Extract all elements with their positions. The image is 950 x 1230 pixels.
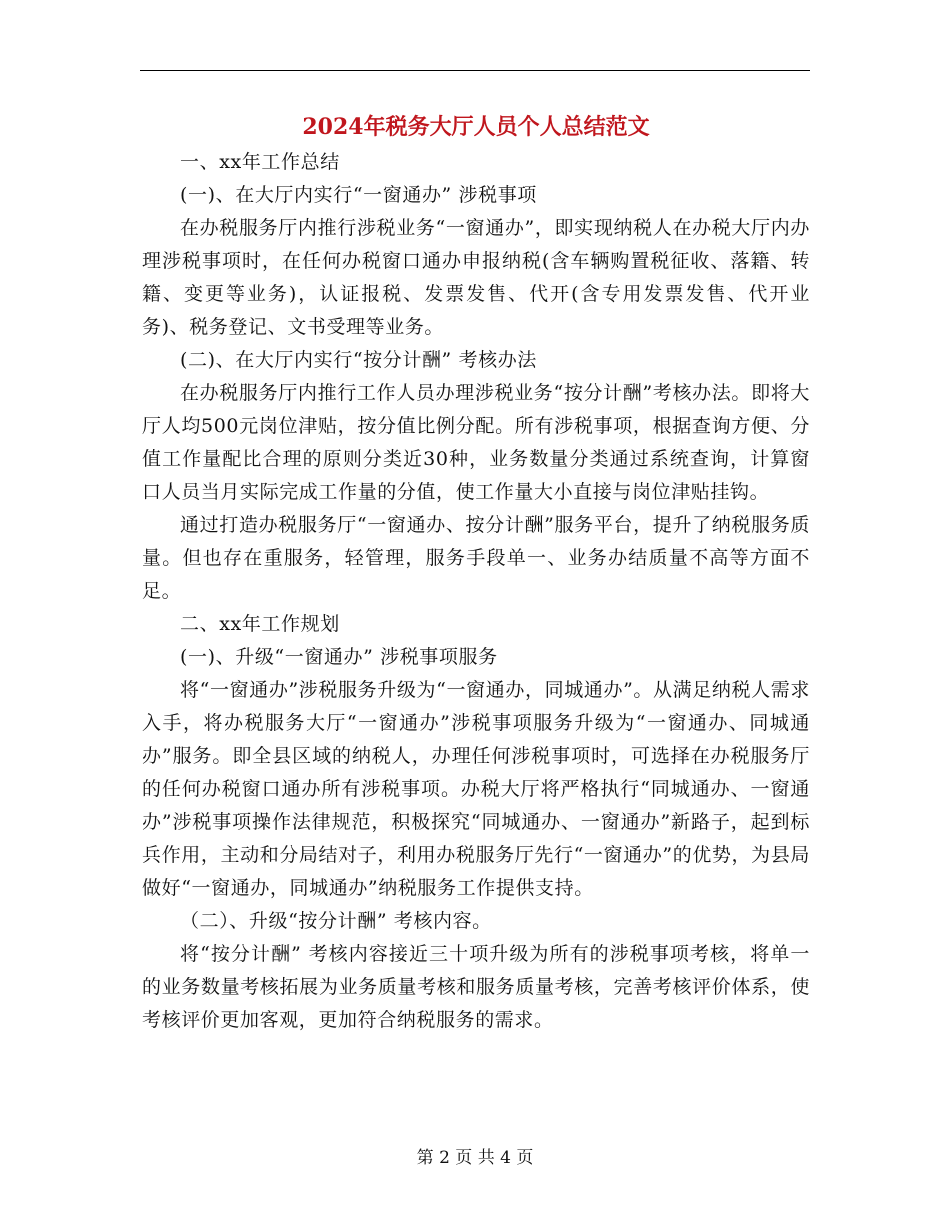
document-title: 2024年税务大厅人员个人总结范文	[302, 114, 650, 140]
section-1-sub-2-paragraph: 在办税服务厅内推行工作人员办理涉税业务“按分计酬”考核办法。即将大厅人均500元岗位津贴，按分值比例分配。所有涉税事项，根据查询方便、分值工作量配比合理的原则分类近30种，业务数量分类通过系统查询，计算窗口人员当月实际完成工作量的分值，使工作量大小直接与岗位津贴挂钩。	[142, 382, 810, 503]
header-rule	[140, 70, 810, 71]
section-2-heading: 二、xx年工作规划	[180, 613, 340, 635]
section-2-sub-1-heading: (一)、升级“一窗通办” 涉税事项服务	[180, 646, 498, 668]
section-1-summary-paragraph: 通过打造办税服务厅“一窗通办、按分计酬”服务平台，提升了纳税服务质量。但也存在重服务，轻管理，服务手段单一、业务办结质量不高等方面不足。	[142, 514, 810, 602]
page-footer: 第 2 页 共 4 页	[416, 1148, 534, 1168]
section-2-sub-1-paragraph: 将“一窗通办”涉税服务升级为“一窗通办，同城通办”。从满足纳税人需求入手，将办税服务大厅“一窗通办”涉税事项服务升级为“一窗通办、同城通办”服务。即全县区域的纳税人，办理任何涉税事项时，可选择在办税服务厅的任何办税窗口通办所有涉税事项。办税大厅将严格执行“同城通办、一窗通办”涉税事项操作法律规范，积极探究“同城通办、一窗通办”新路子，起到标兵作用，主动和分局结对子，利用办税服务厅先行“一窗通办”的优势，为县局做好“一窗通办，同城通办”纳税服务工作提供支持。	[142, 679, 810, 899]
section-1-sub-1-paragraph: 在办税服务厅内推行涉税业务“一窗通办”，即实现纳税人在办税大厅内办理涉税事项时，在任何办税窗口通办申报纳税(含车辆购置税征收、落籍、转籍、变更等业务)，认证报税、发票发售、代开(含专用发票发售、代开业务)、税务登记、文书受理等业务。	[142, 217, 810, 338]
section-2-sub-2-heading: （二）、升级“按分计酬” 考核内容。	[180, 910, 492, 932]
section-2-sub-2-paragraph: 将“按分计酬” 考核内容接近三十项升级为所有的涉税事项考核，将单一的业务数量考核拓展为业务质量考核和服务质量考核，完善考核评价体系，使考核评价更加客观，更加符合纳税服务的需求。	[142, 943, 810, 1031]
document-body	[142, 110, 810, 1037]
section-1-heading: 一、xx年工作总结	[180, 151, 340, 173]
section-1-sub-1-heading: (一)、在大厅内实行“一窗通办” 涉税事项	[180, 184, 537, 206]
section-1-sub-2-heading: (二)、在大厅内实行“按分计酬” 考核办法	[180, 349, 537, 371]
